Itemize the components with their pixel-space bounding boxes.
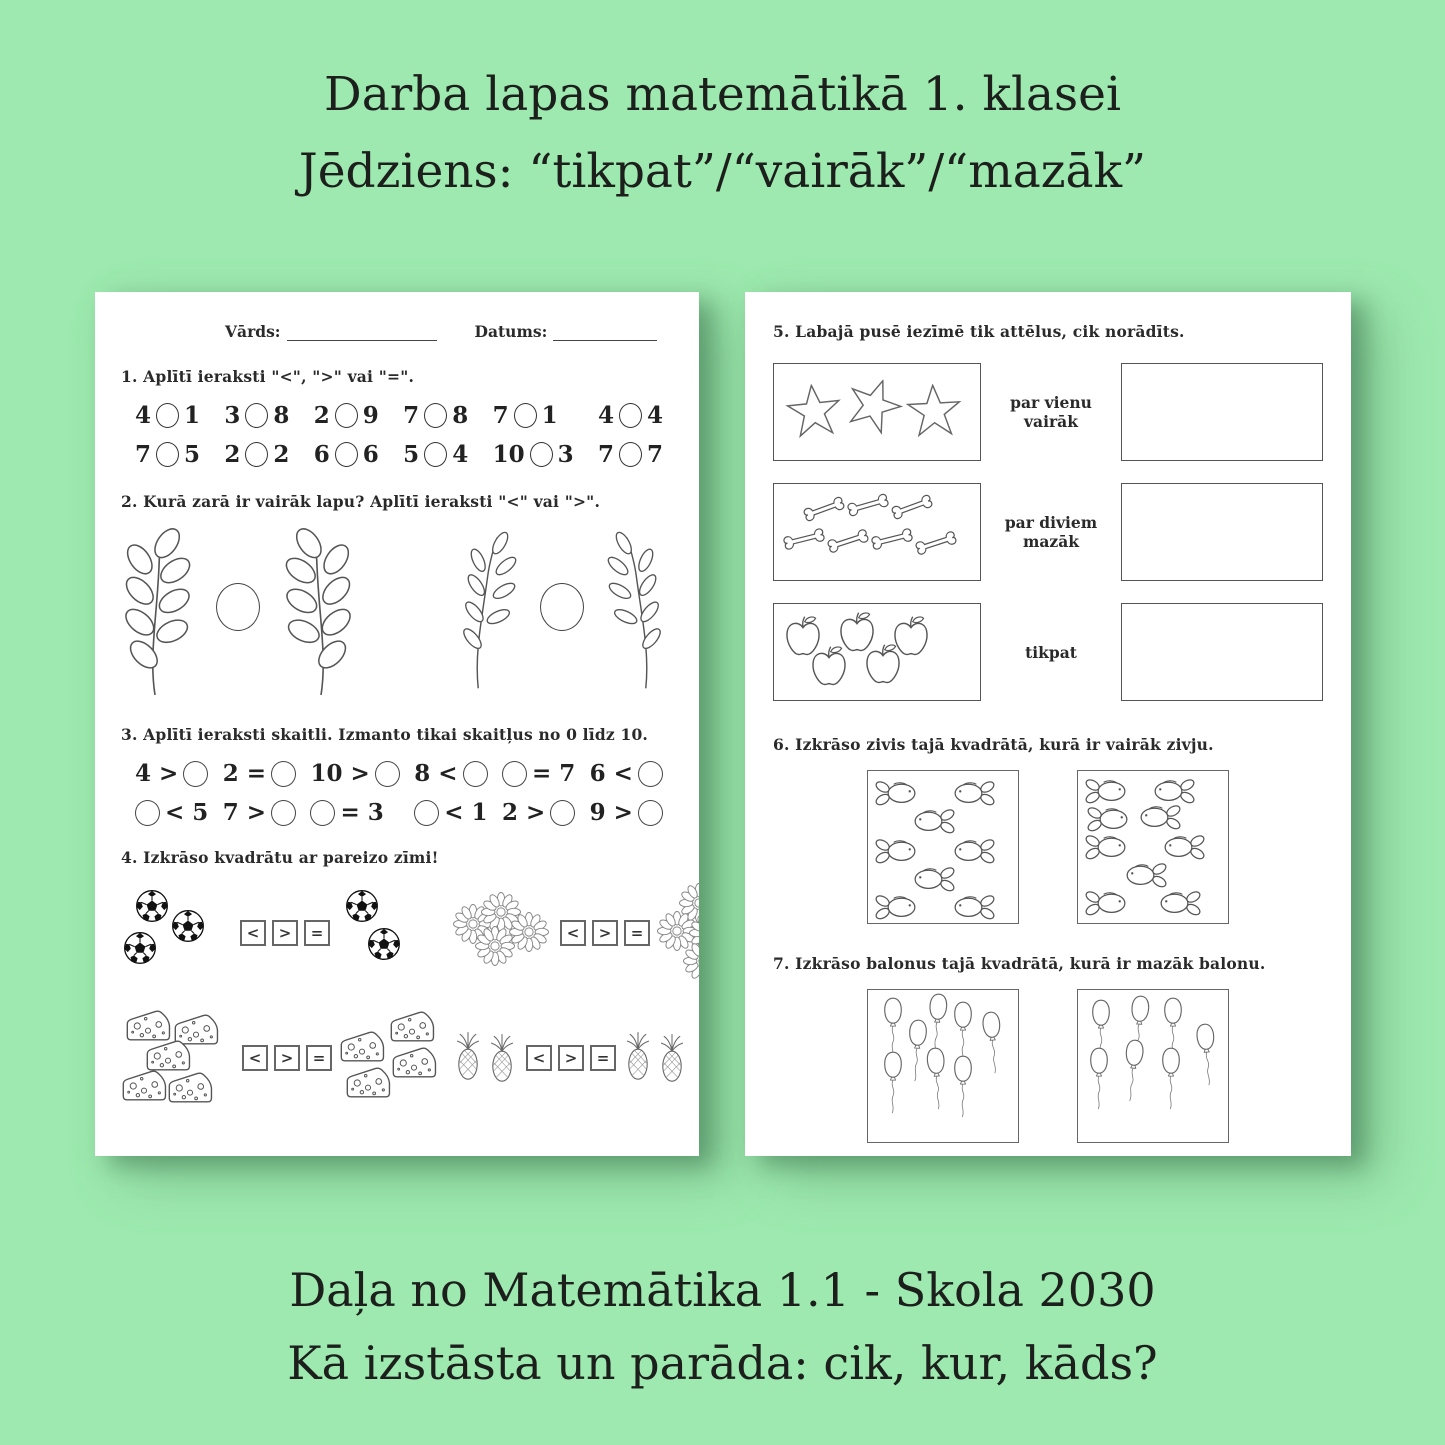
comparison-item <box>598 441 663 468</box>
exercise1-title: 1. Aplītī ieraksti "<", ">" vai "=". <box>121 367 415 386</box>
comparison-item <box>224 402 289 429</box>
fish-icon <box>1158 889 1202 916</box>
sign-box: > <box>272 920 298 946</box>
bone-icon <box>844 488 892 521</box>
compare-group-cheese <box>121 1009 439 1107</box>
cheese-icon <box>145 1039 191 1073</box>
answer-circle <box>502 761 527 787</box>
fish-icon <box>1084 777 1128 804</box>
exercise5-title: 5. Labajā pusē iezīmē tik attēlus, cik norādīts. <box>773 322 1185 341</box>
fish-icon <box>874 893 918 920</box>
right-number: 8 <box>273 402 290 429</box>
exercise6-title: 6. Izkrāso zivis tajā kvadrātā, kurā ir vairāk zivju. <box>773 735 1214 754</box>
item-suffix: < 1 <box>444 799 488 826</box>
balloon-icon <box>977 1009 1009 1077</box>
exercise4-title: 4. Izkrāso kvadrātu ar pareizo zīmi! <box>121 848 439 867</box>
pineapple-cluster-left <box>453 1030 519 1086</box>
balloon-icon <box>1117 1037 1149 1105</box>
left-number: 7 <box>597 441 614 468</box>
daisy-icon <box>683 941 699 981</box>
slim-branch-icon <box>440 525 526 693</box>
item-prefix: 2 = <box>222 760 267 787</box>
pineapple-cluster-right <box>623 1030 689 1086</box>
balloon-box-right <box>1077 989 1229 1143</box>
item-prefix: 9 > <box>589 799 633 826</box>
stars-box <box>773 363 981 461</box>
answer-circle <box>156 442 179 467</box>
comparison-item <box>135 402 200 429</box>
right-number: 8 <box>452 402 469 429</box>
sign-box: > <box>274 1045 300 1071</box>
balloon-icon <box>1191 1021 1223 1089</box>
date-label: Datums: <box>474 322 548 341</box>
item-prefix: 10 > <box>310 760 370 787</box>
leafy-branch-icon <box>110 525 202 697</box>
soccer-cluster-right <box>337 889 405 977</box>
balloon-icon <box>1158 1046 1184 1112</box>
exercise6-boxes <box>773 770 1323 924</box>
pineapple-icon <box>623 1030 653 1082</box>
comparison-item <box>493 441 574 468</box>
answer-circle <box>310 800 335 826</box>
fish-icon <box>1124 861 1168 888</box>
apple-icon <box>862 642 904 686</box>
bone-icon <box>912 526 961 561</box>
answer-circle <box>424 442 447 467</box>
bones-box <box>773 483 981 581</box>
answer-circle <box>414 800 439 826</box>
exercise3-title: 3. Aplītī ieraksti skaitli. Izmanto tikai skaitļus no 0 līdz 10. <box>121 725 649 744</box>
bone-icon <box>824 524 873 559</box>
left-number: 2 <box>313 402 330 429</box>
sign-boxes <box>240 920 330 946</box>
fill-in-item <box>223 760 296 787</box>
fish-icon <box>952 837 996 864</box>
branch-pair-1 <box>110 525 366 705</box>
fish-box-left <box>867 770 1019 924</box>
left-number: 10 <box>492 441 525 468</box>
worksheet-page-2 <box>745 292 1351 1156</box>
right-number: 4 <box>646 402 663 429</box>
row-label: par diviem mazāk <box>1004 513 1098 551</box>
fill-in-item <box>310 760 399 787</box>
fish-icon <box>952 779 996 806</box>
sign-boxes <box>242 1045 332 1071</box>
answer-circle <box>135 800 160 826</box>
answer-circle <box>271 800 296 826</box>
cheese-cluster-left <box>121 1009 235 1107</box>
fill-in-item <box>223 799 296 826</box>
exercise7-title: 7. Izkrāso balonus tajā kvadrātā, kurā ir mazāk balonu. <box>773 954 1266 973</box>
daisy-icon <box>509 912 549 952</box>
main-title <box>0 56 1445 210</box>
answer-circle <box>183 761 208 787</box>
cheese-icon <box>167 1071 213 1105</box>
sign-boxes <box>560 920 650 946</box>
left-number: 4 <box>135 402 152 429</box>
soccer-ball-icon <box>367 927 401 961</box>
exercise5-row-bones <box>773 483 1323 581</box>
pineapple-icon <box>453 1030 483 1082</box>
item-prefix: 4 > <box>135 760 179 787</box>
exercise2-figures <box>121 525 673 705</box>
daisy-icon <box>475 926 515 966</box>
fill-in-item <box>135 799 208 826</box>
sign-box: = <box>624 920 650 946</box>
left-number: 4 <box>597 402 614 429</box>
answer-circle <box>216 583 260 631</box>
name-blank-line <box>287 326 437 341</box>
answer-circle <box>463 761 488 787</box>
answer-circle <box>271 761 296 787</box>
answer-circle <box>638 761 663 787</box>
fish-icon <box>952 893 996 920</box>
cheese-icon <box>391 1046 437 1080</box>
left-number: 7 <box>135 441 152 468</box>
date-blank-line <box>553 326 657 341</box>
fish-box-right <box>1077 770 1229 924</box>
balloon-icon <box>1086 1046 1112 1112</box>
name-date-row <box>121 322 673 341</box>
bone-icon <box>868 523 916 555</box>
fill-in-item <box>414 799 487 826</box>
sign-box: = <box>306 1045 332 1071</box>
fill-in-item <box>590 760 663 787</box>
fill-in-item <box>502 799 575 826</box>
sign-box: = <box>590 1045 616 1071</box>
fill-in-item <box>590 799 663 826</box>
name-label: Vārds: <box>225 322 281 341</box>
balloon-icon <box>880 1050 906 1116</box>
fish-icon <box>1084 889 1128 916</box>
main-title-line2: Jēdziens: “tikpat”/“vairāk”/“mazāk” <box>298 144 1147 199</box>
balloon-box-left <box>867 989 1019 1143</box>
main-title-line1: Darba lapas matemātikā 1. klasei <box>324 67 1121 122</box>
comparison-item <box>314 441 379 468</box>
footer-title <box>0 1254 1445 1400</box>
right-number: 4 <box>452 441 469 468</box>
right-number: 7 <box>646 441 663 468</box>
fill-in-item <box>135 760 208 787</box>
slim-branch-icon <box>598 525 684 693</box>
comparison-item <box>403 402 468 429</box>
right-number: 1 <box>184 402 201 429</box>
fill-in-item <box>414 760 487 787</box>
comparison-item <box>493 402 574 429</box>
answer-circle <box>424 403 447 428</box>
branch-pair-2 <box>440 525 684 705</box>
left-number: 2 <box>224 441 241 468</box>
answer-circle <box>245 442 268 467</box>
answer-circle <box>335 403 358 428</box>
exercise7-boxes <box>773 989 1323 1143</box>
fish-icon <box>1152 777 1196 804</box>
worksheet-page-1 <box>95 292 699 1156</box>
answer-circle <box>530 442 553 467</box>
sign-box: > <box>592 920 618 946</box>
footer-title-line1: Daļa no Matemātika 1.1 - Skola 2030 <box>289 1263 1156 1317</box>
row-label: par vienu vairāk <box>1010 393 1092 431</box>
answer-circle <box>514 403 537 428</box>
compare-group-daisy <box>453 883 699 983</box>
pineapple-icon <box>657 1032 687 1084</box>
comparison-item <box>314 402 379 429</box>
bone-icon <box>780 523 828 555</box>
cheese-icon <box>125 1009 171 1043</box>
sign-box: < <box>526 1045 552 1071</box>
answer-circle <box>540 583 584 631</box>
fill-in-item <box>502 760 575 787</box>
footer-title-line2: Kā izstāsta un parāda: cik, kur, kāds? <box>287 1336 1158 1390</box>
fill-in-item <box>310 799 399 826</box>
sign-box: < <box>560 920 586 946</box>
balloon-icon <box>922 1045 953 1113</box>
row-label: tikpat <box>1025 642 1077 662</box>
cheese-icon <box>339 1030 385 1064</box>
left-number: 7 <box>492 402 509 429</box>
fish-icon <box>1084 833 1128 860</box>
item-prefix: 8 < <box>414 760 458 787</box>
fish-icon <box>874 779 918 806</box>
exercise5-row-stars <box>773 363 1323 461</box>
cheese-icon <box>121 1069 167 1103</box>
cheese-cluster-right <box>339 1010 439 1106</box>
soccer-ball-icon <box>123 931 157 965</box>
fish-icon <box>912 807 956 834</box>
apple-icon <box>808 644 850 688</box>
balloon-icon <box>950 1054 976 1120</box>
right-number: 5 <box>184 441 201 468</box>
comparison-item <box>135 441 200 468</box>
sign-box: < <box>242 1045 268 1071</box>
apples-box <box>773 603 981 701</box>
compare-group-pineapple <box>453 1009 699 1107</box>
comparison-item <box>224 441 289 468</box>
answer-circle <box>156 403 179 428</box>
soccer-cluster-left <box>121 889 233 977</box>
left-number: 6 <box>313 441 330 468</box>
leafy-branch-icon <box>274 525 366 697</box>
fish-icon <box>1138 803 1182 830</box>
answer-circle <box>550 800 575 826</box>
answer-circle <box>245 403 268 428</box>
answer-circle <box>375 761 400 787</box>
right-number: 3 <box>557 441 574 468</box>
right-number: 9 <box>362 402 379 429</box>
item-prefix: 7 > <box>222 799 267 826</box>
item-prefix: 2 > <box>501 799 546 826</box>
answer-circle <box>638 800 663 826</box>
soccer-ball-icon <box>171 909 205 943</box>
right-number: 1 <box>541 402 558 429</box>
left-number: 3 <box>224 402 241 429</box>
answer-circle <box>619 442 642 467</box>
right-number: 2 <box>273 441 290 468</box>
fish-icon <box>874 837 918 864</box>
fish-icon <box>1086 805 1130 832</box>
answer-circle <box>619 403 642 428</box>
sign-box: > <box>558 1045 584 1071</box>
item-suffix: < 5 <box>165 799 209 826</box>
right-number: 6 <box>362 441 379 468</box>
fish-icon <box>912 865 956 892</box>
item-suffix: = 3 <box>340 799 384 826</box>
exercise5-row-apples <box>773 603 1323 701</box>
comparison-item <box>403 441 468 468</box>
answer-box <box>1121 483 1323 581</box>
soccer-ball-icon <box>345 889 379 923</box>
daisy-cluster-right <box>657 883 699 983</box>
exercise1-grid <box>135 402 663 468</box>
answer-box <box>1121 363 1323 461</box>
exercise3-grid <box>135 760 663 826</box>
sign-boxes <box>526 1045 616 1071</box>
fish-icon <box>1162 833 1206 860</box>
answer-circle <box>335 442 358 467</box>
soccer-ball-icon <box>135 889 169 923</box>
pineapple-icon <box>487 1032 517 1084</box>
star-icon <box>838 370 909 440</box>
compare-group-soccer <box>121 883 439 983</box>
cheese-icon <box>345 1066 391 1100</box>
left-number: 5 <box>403 441 420 468</box>
item-suffix: = 7 <box>531 760 576 787</box>
cheese-icon <box>389 1010 435 1044</box>
exercise4-grid <box>121 883 673 1107</box>
star-icon <box>783 381 844 441</box>
exercise2-title: 2. Kurā zarā ir vairāk lapu? Aplītī ieraksti "<" vai ">". <box>121 492 601 511</box>
bone-icon <box>888 489 937 525</box>
comparison-item <box>598 402 663 429</box>
item-prefix: 6 < <box>589 760 633 787</box>
daisy-cluster-left <box>453 892 553 974</box>
answer-box <box>1121 603 1323 701</box>
star-icon <box>905 383 964 440</box>
left-number: 7 <box>403 402 420 429</box>
sign-box: = <box>304 920 330 946</box>
sign-box: < <box>240 920 266 946</box>
bone-icon <box>800 491 849 527</box>
